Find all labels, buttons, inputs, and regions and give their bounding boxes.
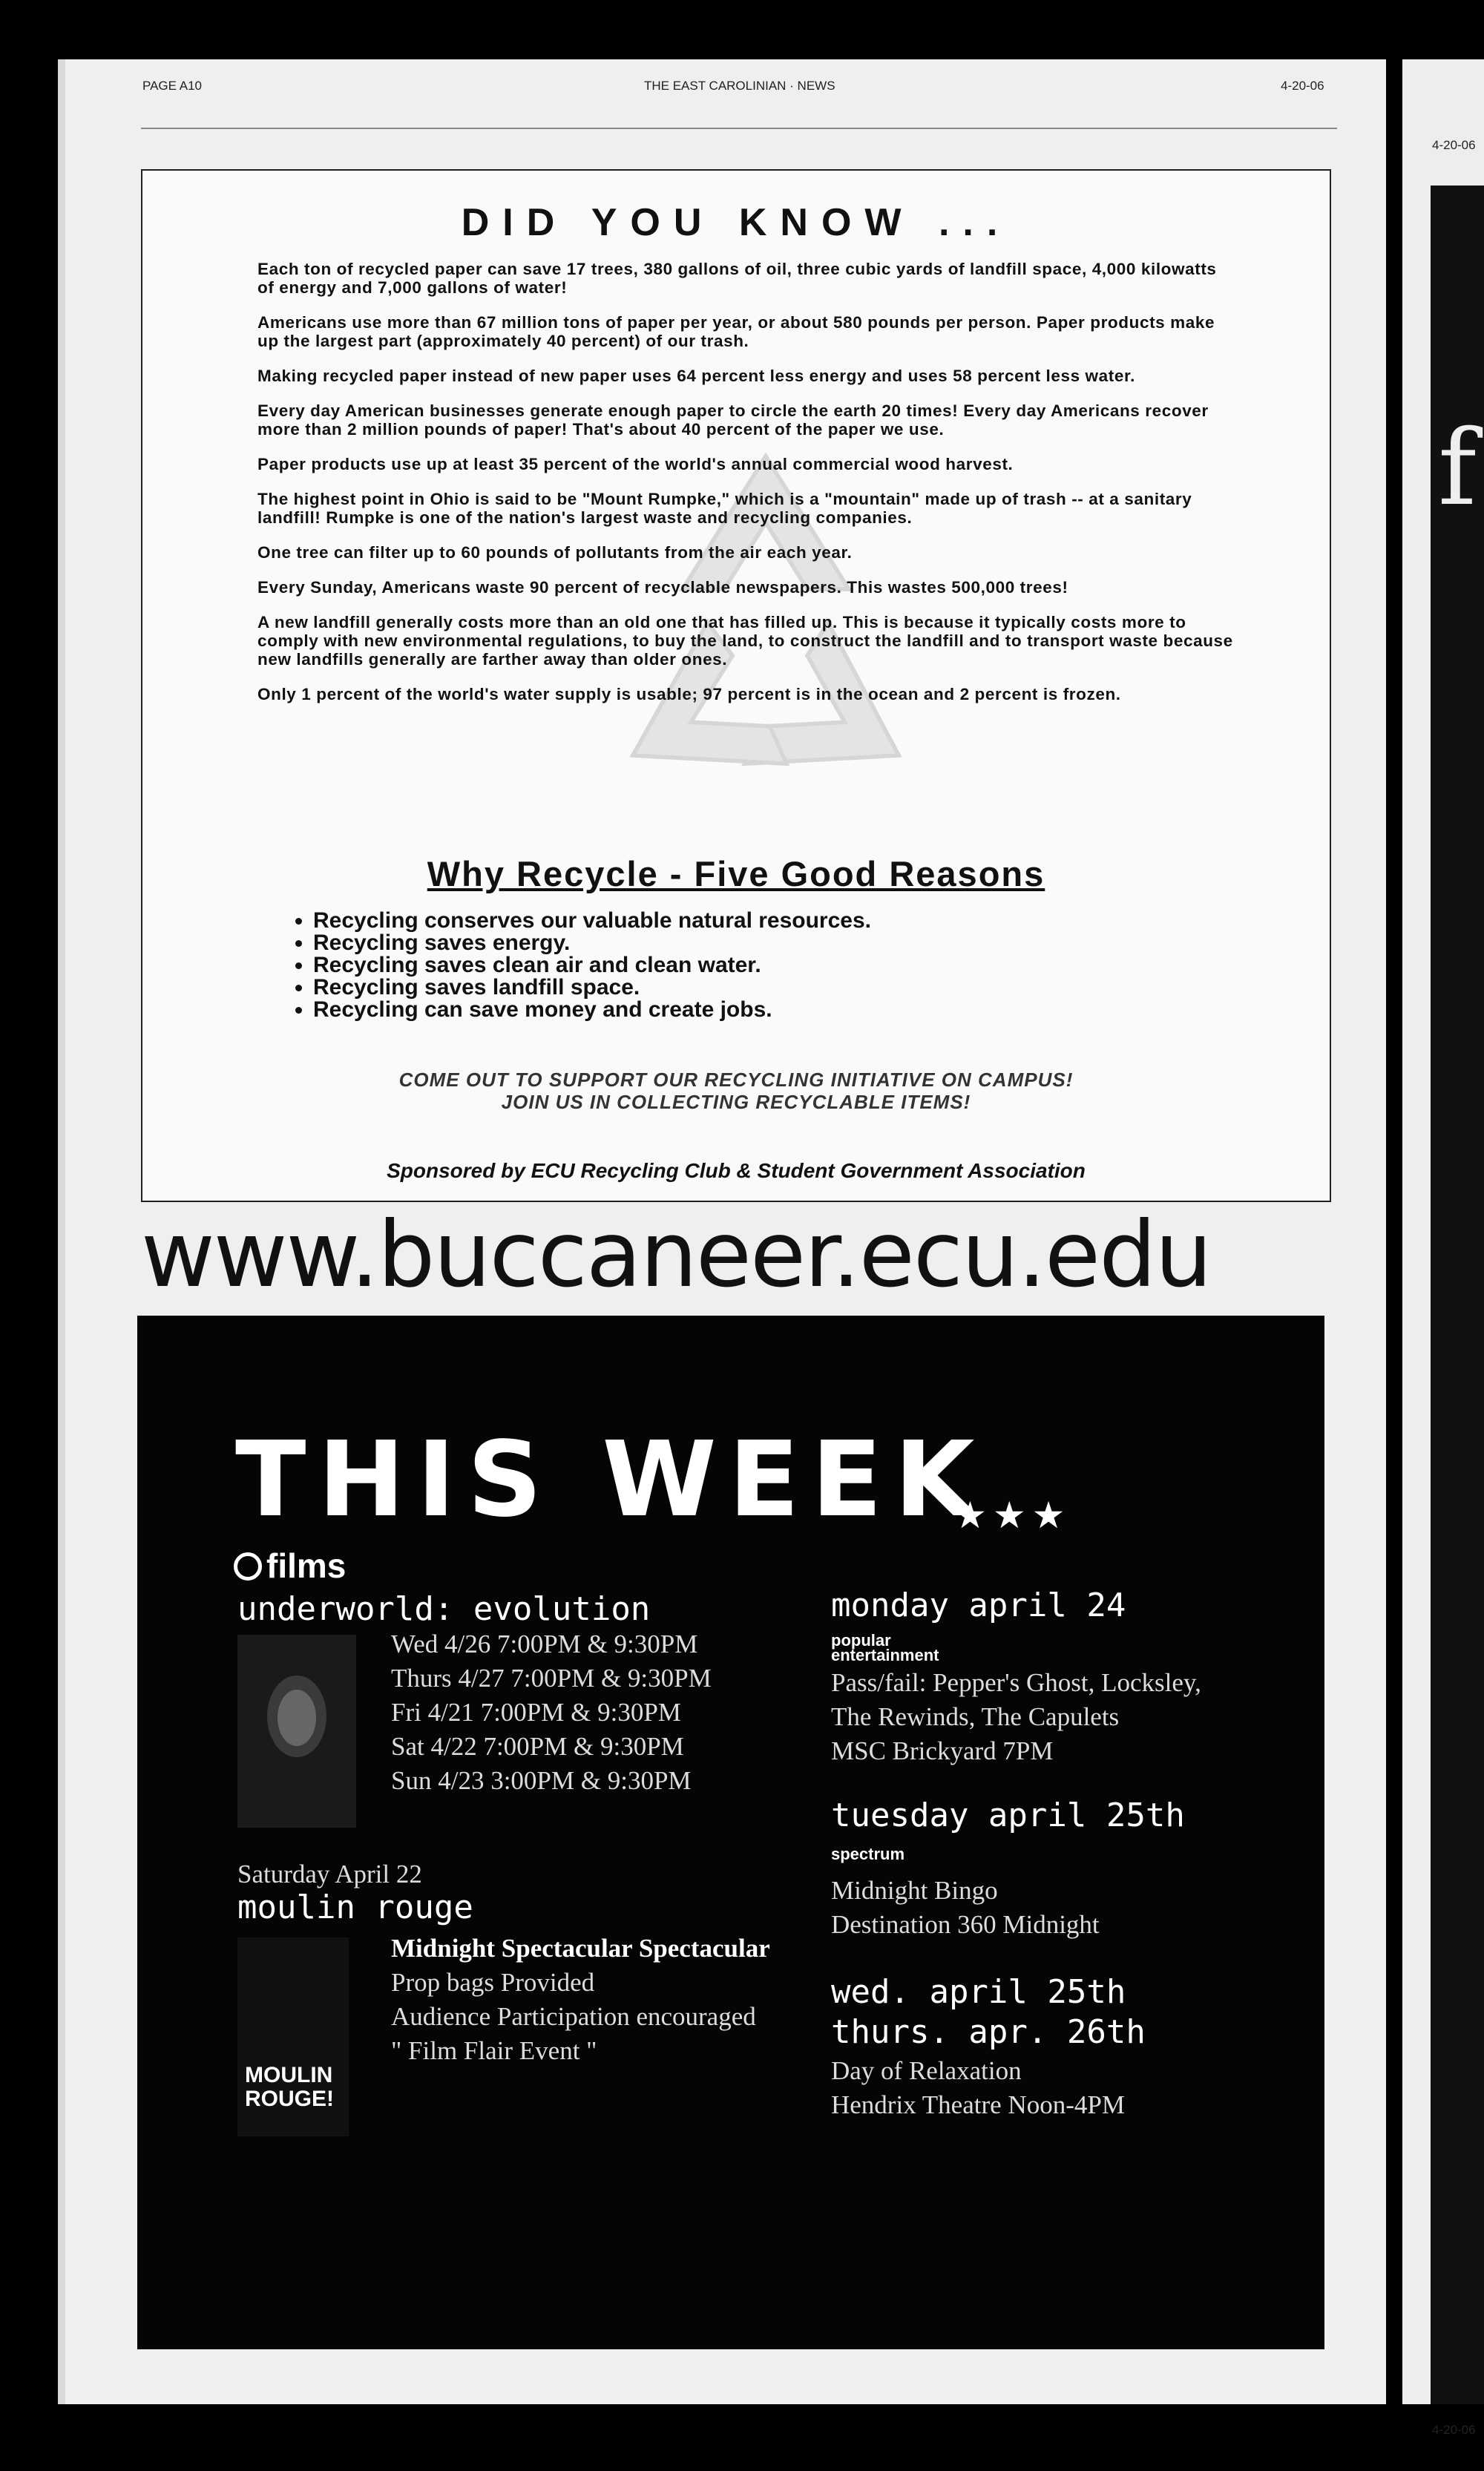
event-detail: Hendrix Theatre Noon-4PM (831, 2090, 1125, 2119)
paper-name: THE EAST CAROLINIAN · NEWS (644, 79, 835, 93)
stars-decoration: ★★★ (953, 1494, 1071, 1536)
did-you-know-heading: DID YOU KNOW ... (461, 201, 1011, 244)
event-detail: Pass/fail: Pepper's Ghost, Locksley, (831, 1668, 1201, 1697)
face-image (237, 1635, 356, 1828)
poster-title: MOULIN ROUGE! (245, 2063, 334, 2111)
film-detail: " Film Flair Event " (391, 2036, 597, 2065)
film-detail: Audience Participation encouraged (391, 2002, 756, 2031)
film-title: moulin rouge (237, 1888, 473, 1926)
fact-item: One tree can filter up to 60 pounds of pollutants from the air each year. (257, 543, 853, 562)
event-org: spectrum (831, 1845, 905, 1863)
films-label (234, 1546, 346, 1586)
showtime: Fri 4/21 7:00PM & 9:30PM (391, 1698, 681, 1727)
facts-list (257, 260, 1237, 720)
fact-item: A new landfill generally costs more than an old one that has filled up. This is because it typically costs more to comply with new environmental regulations, to buy the land, to construct the landfill and to transport waste because new landfills generally are farther away than older ones. (257, 613, 1233, 669)
showtime: Wed 4/26 7:00PM & 9:30PM (391, 1630, 698, 1658)
films-text: films (266, 1546, 347, 1585)
event-detail: The Rewinds, The Capulets (831, 1702, 1120, 1731)
fact-item: Every Sunday, Americans waste 90 percent of recyclable newspapers. This wastes 500,000 trees! (257, 578, 1068, 597)
event-details (831, 1874, 1100, 1942)
film-date: Saturday April 22 (237, 1860, 422, 1888)
showtime: Sat 4/22 7:00PM & 9:30PM (391, 1732, 684, 1761)
event-details (831, 2054, 1125, 2122)
film-details (391, 1932, 770, 2068)
film-title: underworld: evolution (237, 1590, 651, 1628)
reason-item: • Recycling saves energy. (313, 932, 871, 954)
fact-item: Americans use more than 67 million tons of paper per year, or about 580 pounds per person. Paper products make up the largest part (approximately 40 percent) of our trash. (257, 313, 1215, 350)
fact-item: Every day American businesses generate enough paper to circle the earth 20 times! Every day Americans recover more than 2 million pounds of paper! That's about 40 percent of the paper we use. (257, 401, 1209, 439)
adjacent-page (1402, 59, 1484, 2437)
adjacent-page-bottom-date: 4-20-06 (1432, 2423, 1476, 2437)
reason-item: • Recycling saves clean air and clean water. (313, 954, 871, 977)
page-date: 4-20-06 (1281, 79, 1324, 93)
reason-item: • Recycling can save money and create jobs. (313, 999, 871, 1021)
film-poster (237, 1635, 356, 1828)
fact-item: The highest point in Ohio is said to be "Mount Rumpke," which is a "mountain" made up of trash -- at a sanitary landfill! Rumpke is one of the nation's largest waste and recycling companies. (257, 490, 1192, 527)
event-detail: Destination 360 Midnight (831, 1910, 1100, 1939)
fact-item: Paper products use up at least 35 percent of the world's annual commercial wood harvest. (257, 455, 1014, 473)
event-day: monday april 24 (831, 1586, 1126, 1624)
event-org: popular entertainment (831, 1631, 939, 1664)
this-week-ad (137, 1316, 1324, 2349)
film-detail: Prop bags Provided (391, 1968, 595, 1997)
this-week-title: THIS WEEK (235, 1420, 987, 1540)
adjacent-page-date: 4-20-06 (1432, 138, 1476, 152)
reason-item: • Recycling saves landfill space. (313, 977, 871, 999)
recycling-ad (141, 169, 1331, 1202)
why-recycle-heading: Why Recycle - Five Good Reasons (427, 854, 1045, 893)
adjacent-page-letter: f (1438, 408, 1477, 529)
header-rule (141, 128, 1337, 129)
page-number: PAGE A10 (142, 79, 203, 93)
film-reel-icon (234, 1552, 262, 1581)
event-details (831, 1666, 1201, 1768)
event-day: thurs. apr. 26th (831, 2013, 1146, 2051)
page-left-edge (58, 59, 65, 2404)
film-detail: Midnight Spectacular Spectacular (391, 1934, 770, 1963)
showtime: Thurs 4/27 7:00PM & 9:30PM (391, 1664, 712, 1693)
showtime: Sun 4/23 3:00PM & 9:30PM (391, 1766, 692, 1795)
fact-item: Each ton of recycled paper can save 17 trees, 380 gallons of oil, three cubic yards of landfill space, 4,000 kilowatts of energy and 7,000 gallons of water! (257, 260, 1217, 297)
fact-item: Making recycled paper instead of new paper uses 64 percent less energy and uses 58 percent less water. (257, 367, 1135, 385)
reasons-list (283, 910, 871, 1021)
cta-line: JOIN US IN COLLECTING RECYCLABLE ITEMS! (501, 1091, 971, 1113)
cta-line: COME OUT TO SUPPORT OUR RECYCLING INITIATIVE ON CAMPUS! (398, 1069, 1074, 1091)
website-url[interactable]: www.buccaneer.ecu.edu (141, 1202, 1211, 1307)
fact-item: Only 1 percent of the world's water supply is usable; 97 percent is in the ocean and 2 percent is frozen. (257, 685, 1121, 703)
call-to-action (142, 1069, 1330, 1113)
event-day: tuesday april 25th (831, 1796, 1185, 1834)
sponsor-line: Sponsored by ECU Recycling Club & Student Government Association (387, 1159, 1086, 1182)
film-poster (237, 1937, 349, 2136)
event-detail: MSC Brickyard 7PM (831, 1736, 1054, 1765)
reason-item: • Recycling conserves our valuable natural resources. (313, 910, 871, 932)
film-showtimes (391, 1627, 712, 1798)
event-day: wed. april 25th (831, 1973, 1126, 2011)
event-detail: Day of Relaxation (831, 2056, 1022, 2085)
event-detail: Midnight Bingo (831, 1876, 998, 1905)
